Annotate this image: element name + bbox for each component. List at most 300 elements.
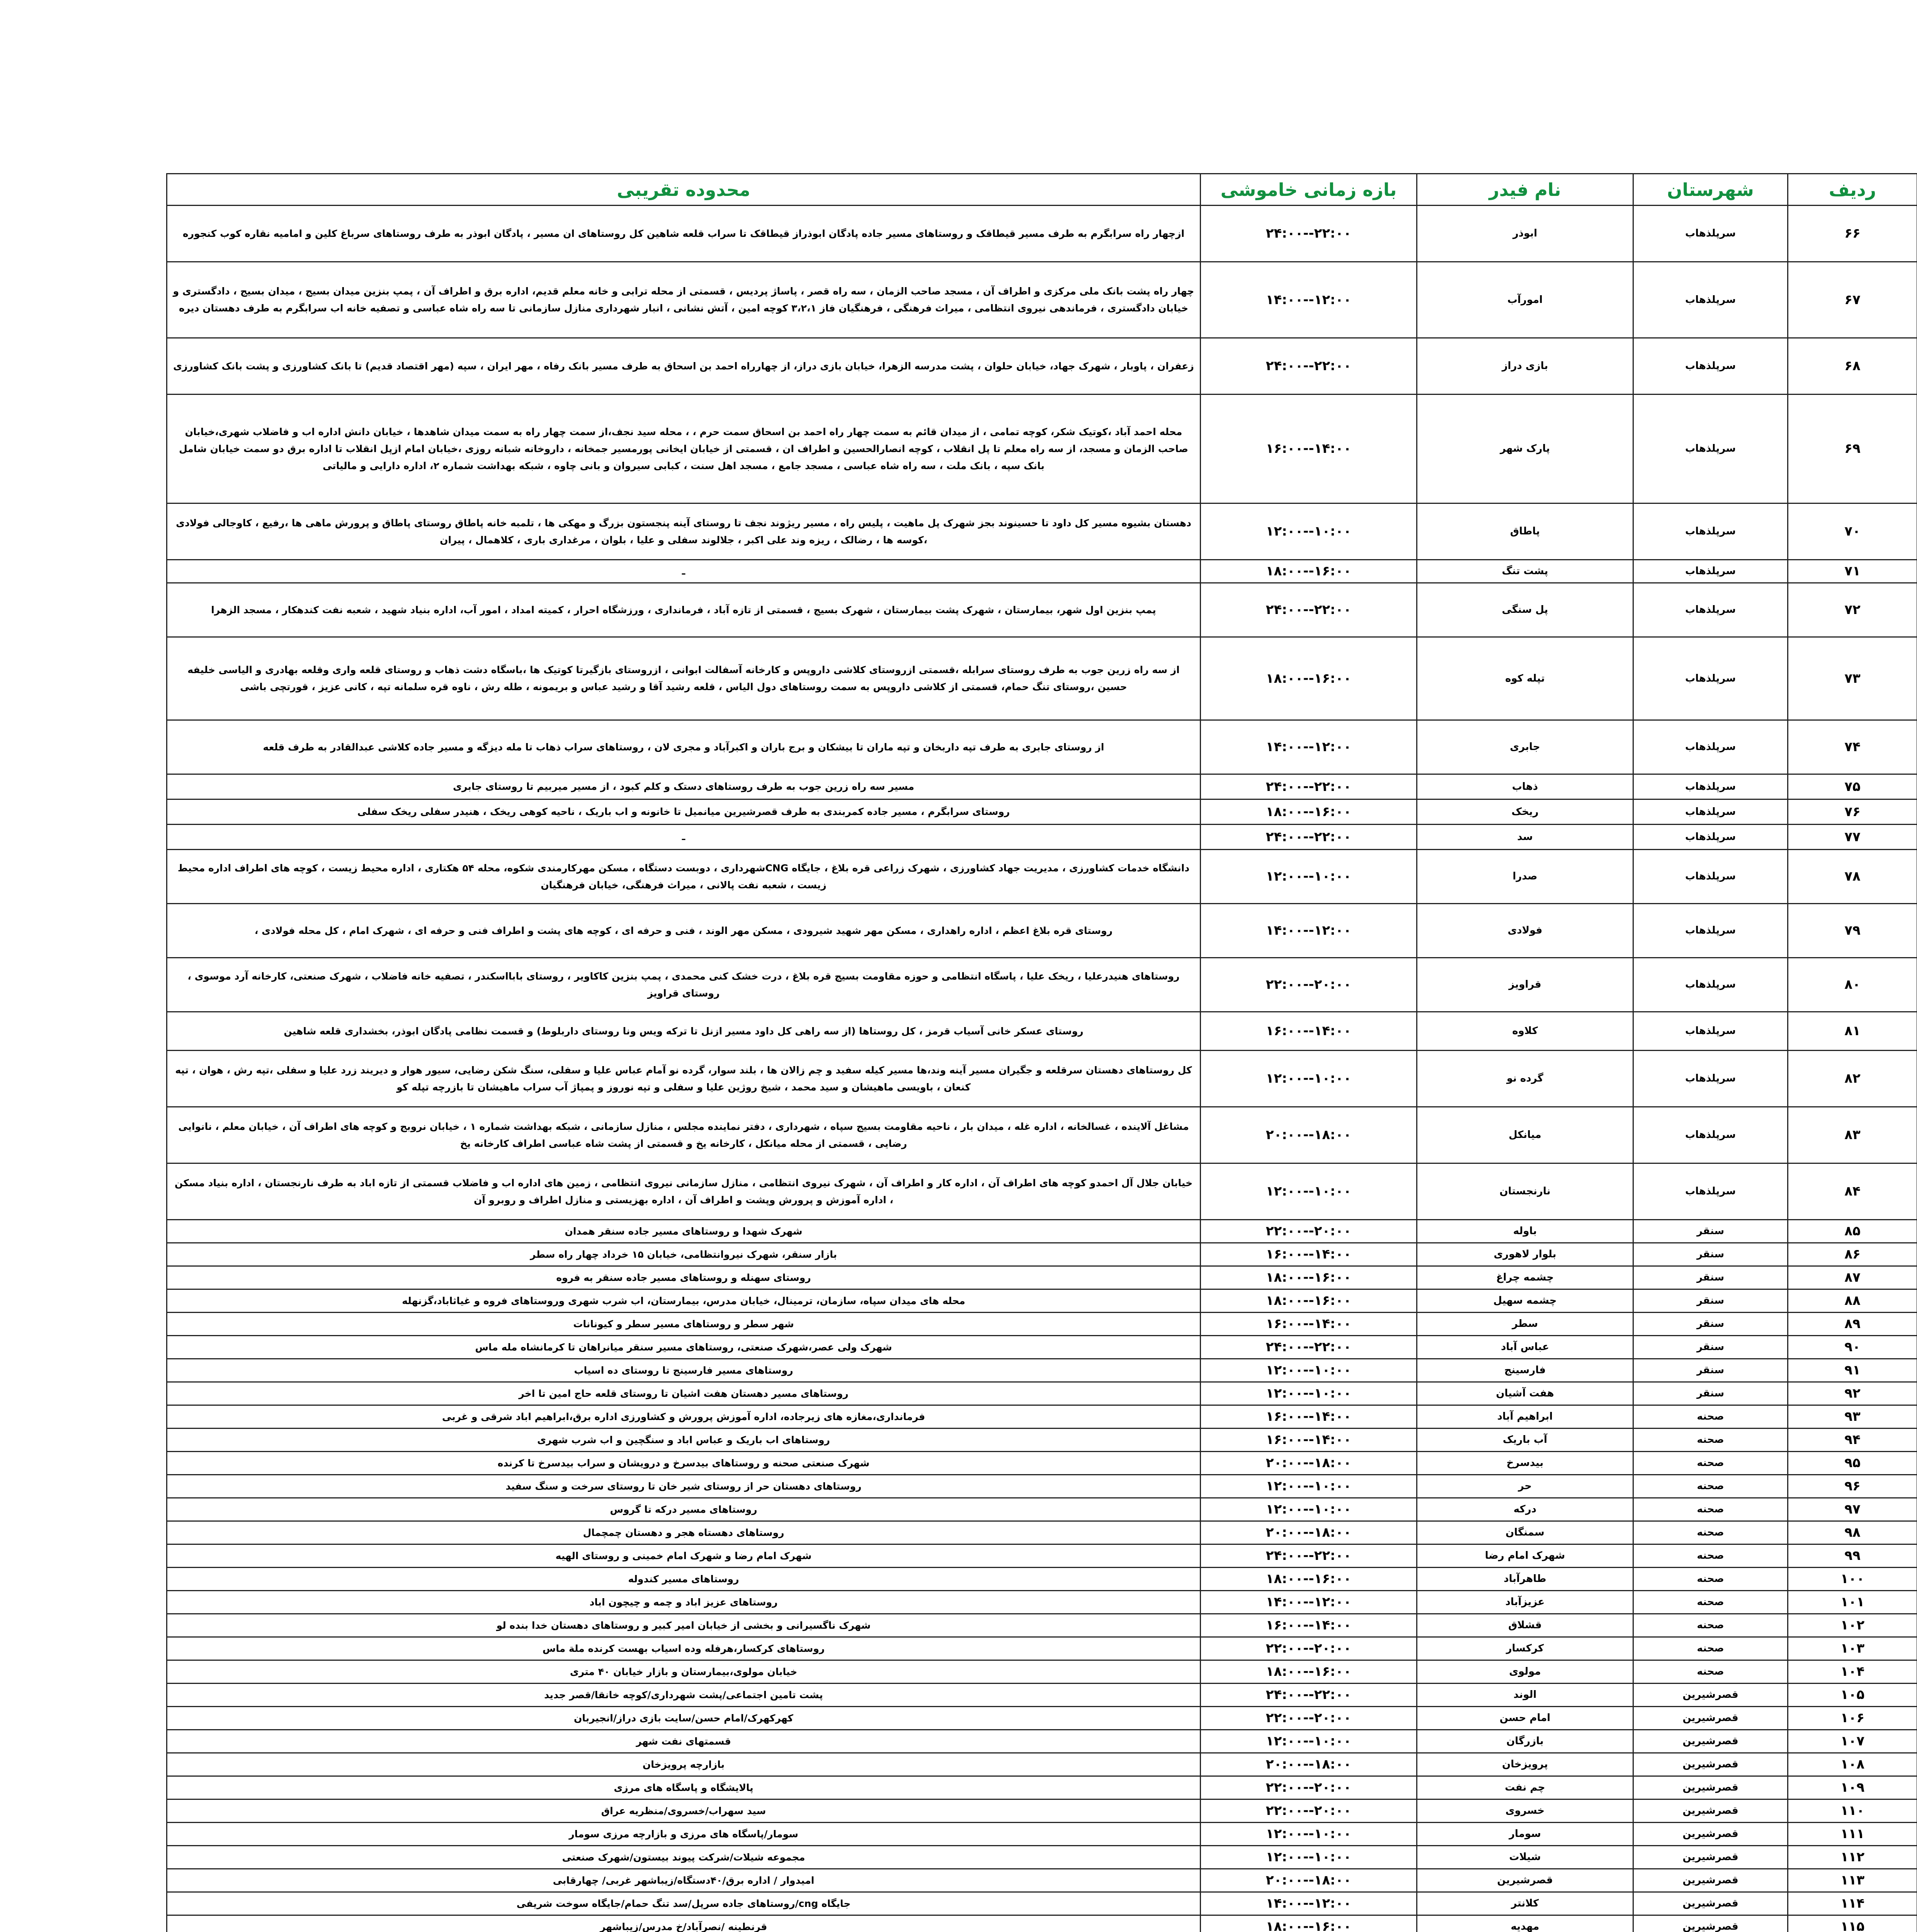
time-window-cell: ۲۰:۰۰--۲۲:۰۰: [1201, 1707, 1417, 1730]
table-row: [167, 1266, 1917, 1289]
city-cell: قصرشیرین: [1633, 1892, 1788, 1915]
time-window-cell: ۲۲:۰۰--۲۴:۰۰: [1201, 1684, 1417, 1707]
feeder-cell: چشمه چراغ: [1417, 1266, 1633, 1289]
area-cell: پمپ بنزین اول شهر، بیمارستان ، شهرک پشت بیمارستان ، شهرک بسیج ، قسمتی از تازه آباد ، فرمانداری ، ورزشگاه احرار ، کمیته امداد ، امور آب، اداره بنیاد شهید ، شعبه نفت کندهکار ، مسجد الزهرا: [167, 583, 1201, 637]
row-number: ۱۱۰: [1788, 1799, 1917, 1823]
row-number: ۱۰۰: [1788, 1568, 1917, 1591]
time-window-cell: ۱۲:۰۰--۱۴:۰۰: [1201, 262, 1417, 338]
feeder-cell: پشت تنگ: [1417, 560, 1633, 583]
table-row: [167, 1614, 1917, 1637]
row-number: ۹۳: [1788, 1405, 1917, 1429]
area-cell: سید سهراب/خسروی/منظریه عراق: [167, 1799, 1201, 1823]
time-window-cell: ۲۲:۰۰--۲۴:۰۰: [1201, 206, 1417, 262]
area-cell: چهار راه پشت بانک ملی مرکزی و اطراف آن ، مسجد صاحب الزمان ، سه راه قصر ، پاساژ پردیس ، قسمتی از محله ترابی و خانه معلم قدیم، اداره برق و اطراف آن ، پمپ بنزین میدان بسیج ، میدان بسیج ، دادگستری و خیابان دادگستری ، فرماندهی نیروی انتظامی ، میراث فرهنگی ، فرهنگیان فاز ۳،۲،۱ کوچه امین ، آتش نشانی ، انبار شهرداری منازل سازمانی تا سه راه شاه عباسی و تصفیه خانه اب سرابگرم به طرف دهستان دیره: [167, 262, 1201, 338]
feeder-cell: بازی دراز: [1417, 338, 1633, 395]
time-window-cell: ۲۰:۰۰--۲۲:۰۰: [1201, 1637, 1417, 1660]
table-row: [167, 1591, 1917, 1614]
row-number: ۷۹: [1788, 904, 1917, 958]
time-window-cell: ۱۶:۰۰--۱۸:۰۰: [1201, 799, 1417, 825]
time-window-cell: ۲۰:۰۰--۲۲:۰۰: [1201, 1776, 1417, 1799]
time-window-cell: ۱۴:۰۰--۱۶:۰۰: [1201, 395, 1417, 503]
feeder-cell: مهدیه: [1417, 1915, 1633, 1932]
row-number: ۷۳: [1788, 637, 1917, 720]
table-row: [167, 583, 1917, 637]
time-window-cell: ۱۸:۰۰--۲۰:۰۰: [1201, 1753, 1417, 1776]
table-row: [167, 1753, 1917, 1776]
feeder-cell: بازرگان: [1417, 1730, 1633, 1753]
feeder-cell: امام حسن: [1417, 1707, 1633, 1730]
feeder-cell: تپله کوه: [1417, 637, 1633, 720]
city-cell: قصرشیرین: [1633, 1707, 1788, 1730]
city-cell: سنقر: [1633, 1382, 1788, 1405]
row-number: ۱۱۵: [1788, 1915, 1917, 1932]
feeder-cell: درکه: [1417, 1498, 1633, 1521]
row-number: ۸۶: [1788, 1243, 1917, 1266]
table-row: [167, 1498, 1917, 1521]
city-cell: صحنه: [1633, 1498, 1788, 1521]
feeder-cell: سمنگان: [1417, 1521, 1633, 1544]
table-row: [167, 1707, 1917, 1730]
time-window-cell: ۱۴:۰۰--۱۶:۰۰: [1201, 1313, 1417, 1336]
city-cell: سرپلذهاب: [1633, 720, 1788, 774]
city-cell: سرپلذهاب: [1633, 904, 1788, 958]
time-window-cell: ۱۰:۰۰--۱۲:۰۰: [1201, 1359, 1417, 1382]
city-cell: سنقر: [1633, 1220, 1788, 1243]
time-window-cell: ۱۰:۰۰--۱۲:۰۰: [1201, 1823, 1417, 1846]
row-number: ۸۰: [1788, 958, 1917, 1012]
city-cell: صحنه: [1633, 1405, 1788, 1429]
row-number: ۱۰۹: [1788, 1776, 1917, 1799]
table-row: [167, 1660, 1917, 1684]
table-row: [167, 1846, 1917, 1869]
row-number: ۹۰: [1788, 1336, 1917, 1359]
row-number: ۷۱: [1788, 560, 1917, 583]
table-row: [167, 1336, 1917, 1359]
header-row-number: ردیف: [1788, 174, 1917, 206]
feeder-cell: پاطاق: [1417, 503, 1633, 560]
city-cell: صحنه: [1633, 1660, 1788, 1684]
area-cell: پشت تامین اجتماعی/پشت شهرداری/کوچه خانقا/قصر جدید: [167, 1684, 1201, 1707]
row-number: ۱۰۴: [1788, 1660, 1917, 1684]
feeder-cell: چشمه سهیل: [1417, 1289, 1633, 1313]
row-number: ۹۲: [1788, 1382, 1917, 1405]
area-cell: ازچهار راه سرابگرم به طرف مسیر قیطاقک و روستاهای مسیر جاده پادگان ابوذراز قیطاقک تا سراب قلعه شاهین کل روستاهای ان مسیر ، پادگان ابوذر به طرف روستاهای سرباغ کلین و امامیه نقاره کوب کنجوره: [167, 206, 1201, 262]
city-cell: سرپلذهاب: [1633, 262, 1788, 338]
feeder-cell: الوند: [1417, 1684, 1633, 1707]
table-row: [167, 1452, 1917, 1475]
table-row: [167, 262, 1917, 338]
outage-schedule-table: [166, 173, 1917, 1932]
city-cell: سنقر: [1633, 1266, 1788, 1289]
feeder-cell: شیلات: [1417, 1846, 1633, 1869]
feeder-cell: سد: [1417, 825, 1633, 850]
header-row: [167, 174, 1917, 206]
table-row: [167, 958, 1917, 1012]
table-row: [167, 1220, 1917, 1243]
area-cell: روستاهای مسیر کندوله: [167, 1568, 1201, 1591]
feeder-cell: کرکسار: [1417, 1637, 1633, 1660]
city-cell: سرپلذهاب: [1633, 338, 1788, 395]
time-window-cell: ۱۶:۰۰--۱۸:۰۰: [1201, 1266, 1417, 1289]
time-window-cell: ۱۰:۰۰--۱۲:۰۰: [1201, 1382, 1417, 1405]
table-row: [167, 1776, 1917, 1799]
time-window-cell: ۱۶:۰۰--۱۸:۰۰: [1201, 1660, 1417, 1684]
city-cell: سنقر: [1633, 1243, 1788, 1266]
city-cell: سرپلذهاب: [1633, 637, 1788, 720]
area-cell: محله احمد آباد ،کوتیک شکر، کوچه تمامی ، از میدان قائم به سمت چهار راه احمد بن اسحاق سمت حرم ، ، محله سید نجف،از سمت چهار راه به سمت میدان شاهدها ، خیابان دانش اداره اب و فاضلاب شهری،خیابان صاحب الزمان و مسجد، از سه راه معلم تا پل انقلاب ، کوچه انصارالحسین و اطراف ان ، قسمتی از خیابان ایخانی پورمسیر جمخانه ، داروخانه شبانه روزی ،خیابان امام ازپل انقلاب تا اداره برق دو سمت خیابان شامل بانک سپه ، بانک ملت ، سه راه شاه عباسی ، مسجد جامع ، مسجد اهل سنت ، کبابی سیروان و بانی چاوه ، شبکه بهداشت شماره ۲، اداره دارایی و مالیاتی: [167, 395, 1201, 503]
feeder-cell: پرویزخان: [1417, 1753, 1633, 1776]
table-row: [167, 1915, 1917, 1932]
time-window-cell: ۱۴:۰۰--۱۶:۰۰: [1201, 1012, 1417, 1051]
feeder-cell: پل سنگی: [1417, 583, 1633, 637]
area-cell: خیابان جلال آل احمدو کوچه های اطراف آن ، اداره کار و اطراف آن ، شهرک نیروی انتظامی ، منازل سازمانی نیروی انتظامی ، زمین های اداره اب و فاضلاب قسمتی از تازه اباد به طرف نارنجستان ، اداره بنیاد مسکن ، اداره آموزش و پرورش وپشت و اطراف آن ، اداره بهزیستی و منازل اطراف و روبرو آن: [167, 1163, 1201, 1220]
feeder-cell: قراویز: [1417, 958, 1633, 1012]
area-cell: کل روستاهای دهستان سرقلعه و جگیران مسیر آینه وند،ها مسیر کیله سفید و چم زالان ها ، بلند سوار، گرده نو آمام عباس علیا و سفلی، سنگ شکن رضایی، سیور هوار و دیریند زرد علیا و سفلی ،تپه رش ، هوان ، تپه کنعان ، باویسی ماهیشان و سید محمد ، شیخ روژین علیا و سفلی و تپه نوروز و پمپاژ آب سراب ماهیشان تا بازرچه تپله کو: [167, 1051, 1201, 1107]
time-window-cell: ۲۲:۰۰--۲۴:۰۰: [1201, 583, 1417, 637]
table-row: [167, 1475, 1917, 1498]
table-row: [167, 1429, 1917, 1452]
area-cell: کهرکهرک/امام حسن/سایت بازی دراز/انجیربان: [167, 1707, 1201, 1730]
row-number: ۹۸: [1788, 1521, 1917, 1544]
table-row: [167, 1243, 1917, 1266]
area-cell: قرنطینه /نصرآباد/خ مدرس/زیباشهر: [167, 1915, 1201, 1932]
time-window-cell: ۲۲:۰۰--۲۴:۰۰: [1201, 825, 1417, 850]
table-row: [167, 1359, 1917, 1382]
city-cell: سنقر: [1633, 1289, 1788, 1313]
time-window-cell: ۱۸:۰۰--۲۰:۰۰: [1201, 1107, 1417, 1163]
row-number: ۹۵: [1788, 1452, 1917, 1475]
feeder-cell: کلانتر: [1417, 1892, 1633, 1915]
table-row: [167, 206, 1917, 262]
area-cell: روستاهای دهستان حر از روستای شیر خان تا روستای سرخت و سنگ سفید: [167, 1475, 1201, 1498]
city-cell: سرپلذهاب: [1633, 825, 1788, 850]
time-window-cell: ۱۲:۰۰--۱۴:۰۰: [1201, 720, 1417, 774]
feeder-cell: عباس آباد: [1417, 1336, 1633, 1359]
table-row: [167, 338, 1917, 395]
area-cell: زعفران ، پاوبار ، شهرک جهاد، خیابان حلوان ، پشت مدرسه الزهرا، خیابان بازی دراز، از چهارراه احمد بن اسحاق به طرف مسیر بانک رفاه ، مهر ایران ، سپه (مهر اقتصاد قدیم) تا بانک کشاورزی و پشت بانک کشاورزی: [167, 338, 1201, 395]
header-time-window: بازه زمانی خاموشی: [1201, 174, 1417, 206]
city-cell: قصرشیرین: [1633, 1799, 1788, 1823]
feeder-cell: ذهاب: [1417, 774, 1633, 799]
area-cell: شهرک امام رضا و شهرک امام خمینی و روستای الهیه: [167, 1544, 1201, 1568]
feeder-cell: حر: [1417, 1475, 1633, 1498]
table-row: [167, 1289, 1917, 1313]
time-window-cell: ۱۰:۰۰--۱۲:۰۰: [1201, 1475, 1417, 1498]
time-window-cell: ۱۶:۰۰--۱۸:۰۰: [1201, 1289, 1417, 1313]
area-cell: مسیر سه راه زرین جوب به طرف روستاهای دستک و کلم کبود ، از مسیر میربیم تا روستای جابری: [167, 774, 1201, 799]
feeder-cell: میانکل: [1417, 1107, 1633, 1163]
area-cell: فرمانداری،مغازه های زیرجاده، اداره آموزش پرورش و کشاورزی اداره برق،ابراهیم اباد شرقی و غربی: [167, 1405, 1201, 1429]
table-row: [167, 720, 1917, 774]
area-cell: دهستان بشیوه مسیر کل داود تا حسینوند بجز شهرک پل ماهیت ، پلیس راه ، مسیر ریژوند نجف تا روستای آینه پنجستون بزرگ و مهکی ها ، تلمبه خانه پاطاق روستای پاطاق و پرورش ماهی ها ،رفیع ، کاوجالی فولادی ،کوسه ها ، رضالک ، ریزه وند علی اکبر ، جلالوند سفلی و علیا ، بلوان ، مرغداری باری ، کلاهمال ، پیران: [167, 503, 1201, 560]
feeder-cell: سطر: [1417, 1313, 1633, 1336]
row-number: ۸۳: [1788, 1107, 1917, 1163]
table-row: [167, 1405, 1917, 1429]
table-row: [167, 850, 1917, 904]
feeder-cell: ابوذر: [1417, 206, 1633, 262]
row-number: ۶۷: [1788, 262, 1917, 338]
table-row: [167, 904, 1917, 958]
feeder-cell: آب باریک: [1417, 1429, 1633, 1452]
city-cell: قصرشیرین: [1633, 1753, 1788, 1776]
city-cell: سرپلذهاب: [1633, 503, 1788, 560]
table-row: [167, 1730, 1917, 1753]
city-cell: سرپلذهاب: [1633, 206, 1788, 262]
row-number: ۷۶: [1788, 799, 1917, 825]
area-cell: سومار/پاسگاه های مرزی و بازارچه مرزی سومار: [167, 1823, 1201, 1846]
feeder-cell: عزیزآباد: [1417, 1591, 1633, 1614]
time-window-cell: ۲۰:۰۰--۲۲:۰۰: [1201, 1220, 1417, 1243]
feeder-cell: طاهرآباد: [1417, 1568, 1633, 1591]
feeder-cell: شهرک امام رضا: [1417, 1544, 1633, 1568]
table-row: [167, 1869, 1917, 1892]
table-row: [167, 1012, 1917, 1051]
row-number: ۱۱۲: [1788, 1846, 1917, 1869]
row-number: ۹۹: [1788, 1544, 1917, 1568]
area-cell: روستاهای اب باریک و عباس اباد و سنگچین و اب شرب شهری: [167, 1429, 1201, 1452]
feeder-cell: فارسینج: [1417, 1359, 1633, 1382]
row-number: ۸۲: [1788, 1051, 1917, 1107]
city-cell: قصرشیرین: [1633, 1730, 1788, 1753]
outage-schedule-sheet: [166, 173, 1917, 1932]
time-window-cell: ۱۶:۰۰--۱۸:۰۰: [1201, 637, 1417, 720]
feeder-cell: بیدسرخ: [1417, 1452, 1633, 1475]
time-window-cell: ۱۰:۰۰--۱۲:۰۰: [1201, 1846, 1417, 1869]
area-cell: ـ: [167, 560, 1201, 583]
time-window-cell: ۱۸:۰۰--۲۰:۰۰: [1201, 1869, 1417, 1892]
area-cell: بازار سنقر، شهرک نیروانتظامی، خیابان ۱۵ خرداد چهار راه سطر: [167, 1243, 1201, 1266]
table-row: [167, 1107, 1917, 1163]
row-number: ۱۰۵: [1788, 1684, 1917, 1707]
area-cell: شهرک شهدا و روستاهای مسیر جاده سنقر همدان: [167, 1220, 1201, 1243]
feeder-cell: باوله: [1417, 1220, 1633, 1243]
feeder-cell: امورآب: [1417, 262, 1633, 338]
feeder-cell: پارک شهر: [1417, 395, 1633, 503]
city-cell: سرپلذهاب: [1633, 1107, 1788, 1163]
time-window-cell: ۱۰:۰۰--۱۲:۰۰: [1201, 1163, 1417, 1220]
table-row: [167, 395, 1917, 503]
time-window-cell: ۱۸:۰۰--۲۰:۰۰: [1201, 1521, 1417, 1544]
row-number: ۹۷: [1788, 1498, 1917, 1521]
table-row: [167, 774, 1917, 799]
row-number: ۷۰: [1788, 503, 1917, 560]
feeder-cell: فولادی: [1417, 904, 1633, 958]
city-cell: قصرشیرین: [1633, 1915, 1788, 1932]
feeder-cell: صدرا: [1417, 850, 1633, 904]
time-window-cell: ۱۰:۰۰--۱۲:۰۰: [1201, 1051, 1417, 1107]
area-cell: روستای سهنله و روستاهای مسیر جاده سنقر به فروه: [167, 1266, 1201, 1289]
row-number: ۹۴: [1788, 1429, 1917, 1452]
city-cell: سرپلذهاب: [1633, 560, 1788, 583]
table-row: [167, 503, 1917, 560]
feeder-cell: بلوار لاهوری: [1417, 1243, 1633, 1266]
row-number: ۱۰۸: [1788, 1753, 1917, 1776]
city-cell: صحنه: [1633, 1637, 1788, 1660]
row-number: ۸۹: [1788, 1313, 1917, 1336]
row-number: ۹۶: [1788, 1475, 1917, 1498]
table-row: [167, 1568, 1917, 1591]
city-cell: سرپلذهاب: [1633, 583, 1788, 637]
row-number: ۱۱۴: [1788, 1892, 1917, 1915]
feeder-cell: مولوی: [1417, 1660, 1633, 1684]
area-cell: روستاهای مسیر فارسینج تا روستای ده اسیاب: [167, 1359, 1201, 1382]
area-cell: شهرک ناگسیرانی و بخشی از خیابان امیر کبیر و روستاهای دهستان خدا بنده لو: [167, 1614, 1201, 1637]
area-cell: روستاهای مسیر درکه تا گروس: [167, 1498, 1201, 1521]
area-cell: روستاهای هنیدرعلیا ، ریخک علیا ، پاسگاه انتظامی و حوزه مقاومت بسیج قره بلاغ ، درت خشک کنی محمدی ، پمپ بنزین کاکاویر ، روستای بابااسکندر ، تصفیه خانه فاضلاب ، شهرک صنعتی، کارخانه آرد موسوی ، روستای قراویز: [167, 958, 1201, 1012]
header-city: شهرستان: [1633, 174, 1788, 206]
area-cell: ـ: [167, 825, 1201, 850]
time-window-cell: ۲۰:۰۰--۲۲:۰۰: [1201, 1799, 1417, 1823]
area-cell: روستای قره بلاغ اعظم ، اداره راهداری ، مسکن مهر شهید شیرودی ، مسکن مهر الوند ، فنی و حرفه ای ، کوچه های پشت و اطراف فنی و حرفه ای ، شهرک امام ، کل محله فولادی ،: [167, 904, 1201, 958]
city-cell: صحنه: [1633, 1429, 1788, 1452]
row-number: ۷۵: [1788, 774, 1917, 799]
feeder-cell: ابراهیم آباد: [1417, 1405, 1633, 1429]
city-cell: سرپلذهاب: [1633, 774, 1788, 799]
time-window-cell: ۱۴:۰۰--۱۶:۰۰: [1201, 1405, 1417, 1429]
time-window-cell: ۱۶:۰۰--۱۸:۰۰: [1201, 1915, 1417, 1932]
area-cell: پالایشگاه و پاسگاه های مرزی: [167, 1776, 1201, 1799]
city-cell: قصرشیرین: [1633, 1823, 1788, 1846]
area-cell: قسمتهای نفت شهر: [167, 1730, 1201, 1753]
area-cell: محله های میدان سپاه، سازمان، ترمینال، خیابان مدرس، بیمارستان، اب شرب شهری وروستاهای فروه و غیاثاباد،گزنهله: [167, 1289, 1201, 1313]
time-window-cell: ۱۰:۰۰--۱۲:۰۰: [1201, 850, 1417, 904]
city-cell: سنقر: [1633, 1336, 1788, 1359]
city-cell: صحنه: [1633, 1544, 1788, 1568]
area-cell: امیدوار / اداره برق/۴۰دستگاه/زیباشهر غربی/ چهارقابی: [167, 1869, 1201, 1892]
city-cell: صحنه: [1633, 1475, 1788, 1498]
area-cell: روستاهای عزیز اباد و چمه و چیچون اباد: [167, 1591, 1201, 1614]
area-cell: از روستای جابری به طرف تپه داربخان و تپه ماران تا بیشکان و برج باران و اکبرآباد و مجری لان ، روستاهای سراب ذهاب تا مله دیزگه و مسیر جاده کلاشی عبدالقادر به طرف قلعه: [167, 720, 1201, 774]
row-number: ۱۰۱: [1788, 1591, 1917, 1614]
city-cell: سرپلذهاب: [1633, 850, 1788, 904]
time-window-cell: ۱۴:۰۰--۱۶:۰۰: [1201, 1243, 1417, 1266]
city-cell: قصرشیرین: [1633, 1776, 1788, 1799]
area-cell: از سه راه زرین جوب به طرف روستای سرابله ،قسمتی ازروستای کلاشی داروپس و کارخانه آسفالت ابوانی ، ازروستای بازگیرتا کوتیک ها ،باسگاه دشت ذهاب و روستای قلعه واری وقلعه بهادری و الیاسی خلیفه حسین ،روستای تنگ حمام، قسمتی از کلاشی داروپس به سمت روستاهای دول الیاس ، قلعه رشید آقا و رشید عباس و بریمونه ، طله رش ، ناوه قره سلمانه تپه ، کانی عزیز ، قورتچی باشی: [167, 637, 1201, 720]
time-window-cell: ۱۴:۰۰--۱۶:۰۰: [1201, 1614, 1417, 1637]
row-number: ۱۰۶: [1788, 1707, 1917, 1730]
feeder-cell: قصرشیرین: [1417, 1869, 1633, 1892]
feeder-cell: چم نفت: [1417, 1776, 1633, 1799]
city-cell: صحنه: [1633, 1568, 1788, 1591]
city-cell: سرپلذهاب: [1633, 958, 1788, 1012]
feeder-cell: هفت آشیان: [1417, 1382, 1633, 1405]
area-cell: شهرک صنعتی صحنه و روستاهای بیدسرخ و درویشان و سراب بیدسرخ تا کرنده: [167, 1452, 1201, 1475]
time-window-cell: ۱۲:۰۰--۱۴:۰۰: [1201, 1892, 1417, 1915]
city-cell: سرپلذهاب: [1633, 395, 1788, 503]
city-cell: صحنه: [1633, 1452, 1788, 1475]
row-number: ۷۲: [1788, 583, 1917, 637]
table-row: [167, 1544, 1917, 1568]
area-cell: روستای عسکر خانی آسیاب قرمز ، کل روستاها (از سه راهی کل داود مسیر ازنل تا ترکه ویس ونا روستای داربلوط) و قسمت نظامی پادگان ابوذر، بخشداری قلعه شاهین: [167, 1012, 1201, 1051]
table-row: [167, 799, 1917, 825]
row-number: ۷۴: [1788, 720, 1917, 774]
area-cell: شهر سطر و روستاهای مسیر سطر و کیونانات: [167, 1313, 1201, 1336]
row-number: ۷۷: [1788, 825, 1917, 850]
table-row: [167, 1051, 1917, 1107]
time-window-cell: ۲۲:۰۰--۲۴:۰۰: [1201, 1544, 1417, 1568]
city-cell: صحنه: [1633, 1614, 1788, 1637]
time-window-cell: ۱۴:۰۰--۱۶:۰۰: [1201, 1429, 1417, 1452]
row-number: ۸۷: [1788, 1266, 1917, 1289]
area-cell: مشاغل آلاینده ، غسالخانه ، اداره غله ، میدان بار ، ناحیه مقاومت بسیج سپاه ، شهرداری ، دفتر نماینده مجلس ، منازل سازمانی ، شبکه بهداشت شماره ۱ ، خیابان نروبج و کوچه های اطراف آن ، خیابان معلم ، نانوایی رضایی ، قسمتی از محله میانکل ، کارخانه یخ و قسمتی از پشت شاه عباسی اطراف کارخانه یخ: [167, 1107, 1201, 1163]
row-number: ۱۱۱: [1788, 1823, 1917, 1846]
area-cell: بازارچه پرویزخان: [167, 1753, 1201, 1776]
feeder-cell: خسروی: [1417, 1799, 1633, 1823]
row-number: ۸۱: [1788, 1012, 1917, 1051]
row-number: ۱۱۳: [1788, 1869, 1917, 1892]
area-cell: جایگاه cng/روستاهای جاده سرپل/سد تنگ حمام/جایگاه سوخت شریفی: [167, 1892, 1201, 1915]
feeder-cell: سومار: [1417, 1823, 1633, 1846]
header-feeder: نام فیدر: [1417, 174, 1633, 206]
area-cell: روستاهای کرکسار،هرفله وده اسیاب بهست کرنده ملة ماس: [167, 1637, 1201, 1660]
time-window-cell: ۲۲:۰۰--۲۴:۰۰: [1201, 774, 1417, 799]
city-cell: سرپلذهاب: [1633, 1163, 1788, 1220]
area-cell: شهرک ولی عصر،شهرک صنعتی، روستاهای مسیر سنقر میانراهان تا کرمانشاه مله ماس: [167, 1336, 1201, 1359]
table-row: [167, 1382, 1917, 1405]
feeder-cell: گرده نو: [1417, 1051, 1633, 1107]
time-window-cell: ۱۶:۰۰--۱۸:۰۰: [1201, 560, 1417, 583]
row-number: ۸۵: [1788, 1220, 1917, 1243]
row-number: ۶۸: [1788, 338, 1917, 395]
table-row: [167, 637, 1917, 720]
feeder-cell: جابری: [1417, 720, 1633, 774]
city-cell: قصرشیرین: [1633, 1684, 1788, 1707]
city-cell: سرپلذهاب: [1633, 799, 1788, 825]
feeder-cell: نارنجستان: [1417, 1163, 1633, 1220]
table-row: [167, 1313, 1917, 1336]
table-row: [167, 1799, 1917, 1823]
city-cell: صحنه: [1633, 1591, 1788, 1614]
table-row: [167, 1521, 1917, 1544]
table-row: [167, 560, 1917, 583]
table-row: [167, 1892, 1917, 1915]
city-cell: سنقر: [1633, 1313, 1788, 1336]
time-window-cell: ۱۰:۰۰--۱۲:۰۰: [1201, 503, 1417, 560]
area-cell: روستاهای مسیر دهستان هفت اشیان تا روستای قلعه حاج امین تا اخر: [167, 1382, 1201, 1405]
city-cell: قصرشیرین: [1633, 1869, 1788, 1892]
time-window-cell: ۲۲:۰۰--۲۴:۰۰: [1201, 1336, 1417, 1359]
time-window-cell: ۱۰:۰۰--۱۲:۰۰: [1201, 1730, 1417, 1753]
feeder-cell: قشلاق: [1417, 1614, 1633, 1637]
row-number: ۸۴: [1788, 1163, 1917, 1220]
time-window-cell: ۱۸:۰۰--۲۰:۰۰: [1201, 1452, 1417, 1475]
row-number: ۸۸: [1788, 1289, 1917, 1313]
area-cell: روستای سرابگرم ، مسیر جاده کمربندی به طرف قصرشیرین میانمیل تا خانونه و اب باریک ، ناحیه کوهی ریخک ، هنیدر سفلی ریخک سفلی: [167, 799, 1201, 825]
time-window-cell: ۱۲:۰۰--۱۴:۰۰: [1201, 904, 1417, 958]
area-cell: مجموعه شیلات/شرکت پیوند بیستون/شهرک صنعتی: [167, 1846, 1201, 1869]
table-row: [167, 1684, 1917, 1707]
time-window-cell: ۲۲:۰۰--۲۴:۰۰: [1201, 338, 1417, 395]
table-row: [167, 1163, 1917, 1220]
table-row: [167, 1637, 1917, 1660]
table-row: [167, 825, 1917, 850]
city-cell: سنقر: [1633, 1359, 1788, 1382]
time-window-cell: ۱۶:۰۰--۱۸:۰۰: [1201, 1568, 1417, 1591]
row-number: ۷۸: [1788, 850, 1917, 904]
time-window-cell: ۲۰:۰۰--۲۲:۰۰: [1201, 958, 1417, 1012]
row-number: ۱۰۷: [1788, 1730, 1917, 1753]
row-number: ۱۰۳: [1788, 1637, 1917, 1660]
time-window-cell: ۱۰:۰۰--۱۲:۰۰: [1201, 1498, 1417, 1521]
city-cell: قصرشیرین: [1633, 1846, 1788, 1869]
city-cell: سرپلذهاب: [1633, 1012, 1788, 1051]
row-number: ۱۰۲: [1788, 1614, 1917, 1637]
table-row: [167, 1823, 1917, 1846]
feeder-cell: ریخک: [1417, 799, 1633, 825]
row-number: ۶۶: [1788, 206, 1917, 262]
feeder-cell: کلاوه: [1417, 1012, 1633, 1051]
city-cell: صحنه: [1633, 1521, 1788, 1544]
